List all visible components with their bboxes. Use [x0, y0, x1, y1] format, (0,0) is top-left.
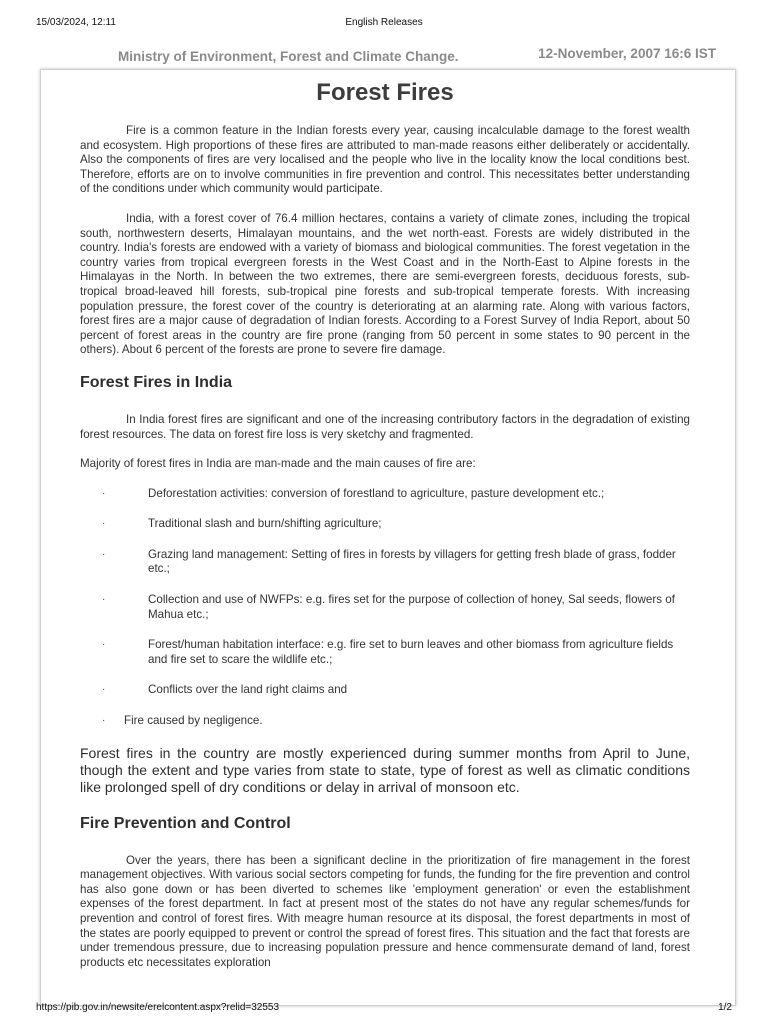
release-content	[80, 78, 690, 985]
section2-paragraph-1: Over the years, there has been a significant decline in the prioritization of fire management in the forest management objectives. With various social sectors competing for funds, the funding for the fire prevention and control has also gone down or has been diverted to schemes like 'employment generation' or even the establishment expenses of the forest department. In fact at present most of the states do not have any regular schemes/funds for prevention and control of forest fires. With meagre human resource at its disposal, the forest departments in most of the states are poorly equipped to prevent or control the spread of forest fires. This situation and the fact that forests are under tremendous pressure, due to increasing population pressure and hence commensurate demand of land, forest products etc necessitates exploration	[80, 853, 690, 969]
list-item	[80, 714, 690, 729]
page-title: Forest Fires	[316, 79, 454, 106]
ministry-name: Ministry of Environment, Forest and Climate Change.	[118, 49, 459, 64]
bullet-icon: ·	[102, 548, 106, 560]
cause-text: Traditional slash and burn/shifting agriculture;	[148, 517, 382, 531]
bullet-icon: ·	[102, 518, 106, 530]
cause-text: Forest/human habitation interface: e.g. fire set to burn leaves and other biomass from agriculture fields and fire set to scare the wildlife etc.;	[148, 638, 674, 666]
bullet-icon: ·	[102, 684, 106, 696]
page-url: https://pib.gov.in/newsite/erelcontent.aspx?relid=32553	[36, 1002, 280, 1013]
cause-text: Conflicts over the land right claims and	[148, 683, 348, 697]
list-item	[80, 683, 690, 698]
release-frame[interactable]	[40, 69, 736, 1006]
release-banner	[118, 46, 716, 68]
list-item	[80, 638, 690, 667]
section-heading-fire-prevention-and-control: Fire Prevention and Control	[80, 814, 291, 832]
cause-text: Collection and use of NWFPs: e.g. fires set for the purpose of collection of honey, Sal seeds, flowers of Mahua etc.;	[148, 593, 675, 621]
section-heading-forest-fires-in-india: Forest Fires in India	[80, 373, 233, 391]
summer-months-paragraph: Forest fires in the country are mostly experienced during summer months from April to June, though the extent and type varies from state to state, type of forest as well as climatic conditions like prolonged spell of dry conditions or delay in arrival of monsoon etc.	[80, 744, 690, 795]
intro-paragraph-1: Fire is a common feature in the Indian forests every year, causing incalculable damage to the forest wealth and ecosystem. High proportions of these fires are attributed to man-made reasons either deliberately or accidentally. Also the components of fires are very localised and the people who live in the locality know the local conditions best. Therefore, efforts are on to involve communities in fire prevention and control. This necessitates better understanding of the conditions under which community would participate.	[80, 124, 690, 196]
cause-text: Deforestation activities: conversion of forestland to agriculture, pasture development etc.;	[148, 486, 605, 500]
cause-text: Fire caused by negligence.	[124, 714, 263, 728]
print-footer	[36, 1002, 732, 1016]
print-timestamp: 15/03/2024, 12:11	[36, 17, 116, 28]
list-item	[80, 487, 690, 502]
list-item	[80, 593, 690, 622]
list-item	[80, 548, 690, 577]
intro-paragraph-2: India, with a forest cover of 76.4 million hectares, contains a variety of climate zones, including the tropical south, northwestern deserts, Himalayan mountains, and the wet north-east. Forests are widely distributed in the country. India's forests are endowed with a variety of biomass and biological communities. The forest vegetation in the country varies from tropical evergreen forests in the West Coast and in the North-East to Alpine forests in the Himalayas in the North. In between the two extremes, there are semi-evergreen forests, deciduous forests, sub-tropical broad-leaved hill forests, sub-tropical pine forests and sub-tropical temperate forests. With increasing population pressure, the forest cover of the country is deteriorating at an alarming rate. Along with various factors, forest fires are a major cause of degradation of Indian forests. According to a Forest Survey of India Report, about 50 percent of forest areas in the country are fire prone (ranging from 50 percent in some states to 90 percent in the others). About 6 percent of the forests are prone to severe fire damage.	[80, 211, 690, 357]
bullet-icon: ·	[102, 594, 106, 606]
list-item	[80, 517, 690, 532]
section1-paragraph-1: In India forest fires are significant and one of the increasing contributory factors in the degradation of existing forest resources. The data on forest fire loss is very sketchy and fragmented.	[80, 412, 690, 441]
section1-paragraph-2: Majority of forest fires in India are man-made and the main causes of fire are:	[80, 457, 476, 471]
page-number: 1/2	[718, 1002, 732, 1013]
bullet-icon: ·	[102, 639, 106, 651]
bullet-icon: ·	[102, 487, 106, 499]
release-date: 12-November, 2007 16:6 IST	[538, 46, 716, 61]
cause-text: Grazing land management: Setting of fires in forests by villagers for getting fresh blade of grass, fodder etc.;	[148, 547, 676, 576]
bullet-icon: ·	[102, 715, 106, 727]
print-page-title: English Releases	[345, 17, 423, 28]
print-header	[36, 17, 732, 31]
causes-list	[80, 487, 690, 729]
